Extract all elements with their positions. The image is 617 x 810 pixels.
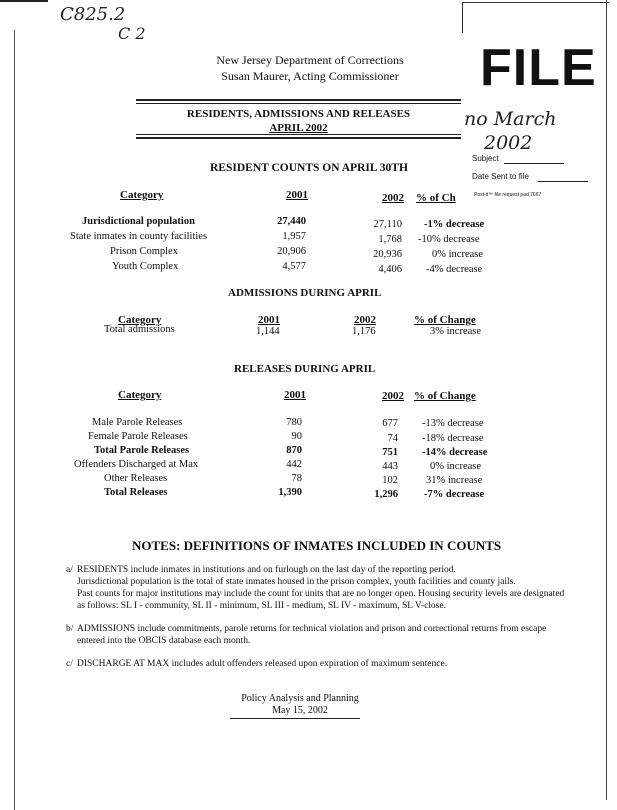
releases-row-total-parole-change: -14% decrease <box>422 447 488 458</box>
title-rule-bottom <box>136 134 461 135</box>
footer-office: Policy Analysis and Planning <box>241 693 359 704</box>
releases-row-female-parole-change: -18% decrease <box>422 433 484 444</box>
releases-row-female-parole-category: Female Parole Releases <box>88 431 188 442</box>
resident-header-2002: 2002 <box>382 192 404 204</box>
resident-header-2001: 2001 <box>286 189 308 201</box>
releases-row-other-2002: 102 <box>382 475 398 486</box>
note-a-line-4: as follows: SL I - community, SL II - minimum, SL III - medium, SL IV - maximum, SL V-close. <box>77 601 446 611</box>
admissions-row-total-2002: 1,176 <box>352 326 376 337</box>
resident-row-county-category: State inmates in county facilities <box>70 231 208 242</box>
releases-row-discharged-max-2002: 443 <box>382 461 398 472</box>
releases-row-female-parole-2001: 90 <box>291 431 302 442</box>
releases-row-other-2001: 78 <box>291 473 302 484</box>
resident-row-county-change: -10% decrease <box>418 234 480 245</box>
handwritten-file-note-2: 2002 <box>484 132 533 154</box>
file-word: FILE <box>480 39 597 97</box>
resident-row-prison-change: 0% increase <box>432 249 484 260</box>
releases-row-other-category: Other Releases <box>104 473 168 484</box>
title-rule-bottom-thick <box>136 137 461 139</box>
report-date: APRIL 2002 <box>269 122 328 134</box>
releases-row-total-2001: 1,390 <box>278 487 302 498</box>
releases-title: RELEASES DURING APRIL <box>234 363 376 375</box>
releases-row-discharged-max-change: 0% increase <box>430 461 482 472</box>
notes-title: NOTES: DEFINITIONS OF INMATES INCLUDED IN COUNTS <box>132 538 502 553</box>
note-a-marker: a/ <box>66 565 73 575</box>
left-edge-mark <box>0 0 48 2</box>
handwritten-c2: C 2 <box>118 24 146 43</box>
releases-row-male-parole-change: -13% decrease <box>422 418 484 429</box>
releases-row-female-parole-2002: 74 <box>387 433 398 444</box>
date-sent-label: Date Sent to file <box>472 172 529 181</box>
admissions-header-change: % of Change <box>414 314 476 326</box>
postit-note: Post-it™ file request pad 7667 <box>474 192 542 198</box>
releases-row-discharged-max-2001: 442 <box>286 459 302 470</box>
handwritten-file-note-1: no March <box>464 108 557 130</box>
releases-row-other-change: 31% increase <box>426 475 483 486</box>
releases-row-total-change: -7% decrease <box>424 489 485 500</box>
note-a-line-1: RESIDENTS include inmates in institutions and on furlough on the last day of the reporting period. <box>77 565 456 575</box>
admissions-row-total-change: 3% increase <box>430 326 482 337</box>
file-folder-tab <box>462 2 609 33</box>
releases-header-2002: 2002 <box>382 390 404 402</box>
resident-header-category: Category <box>120 189 164 201</box>
resident-row-jurisdictional-change: -1% decrease <box>424 219 485 230</box>
admissions-row-total-2001: 1,144 <box>256 326 280 337</box>
note-b-line-2: entered into the OBCIS database each month. <box>77 636 251 646</box>
note-c-line-1: DISCHARGE AT MAX includes adult offenders released upon expiration of maximum sentence. <box>77 659 448 669</box>
report-title: RESIDENTS, ADMISSIONS AND RELEASES <box>186 108 411 120</box>
department-name: New Jersey Department of Corrections <box>216 53 404 67</box>
note-a-line-3: Past counts for major institutions may include the count for units that are no longer open. Housing security levels are designated <box>77 589 565 599</box>
resident-header-change: % of Ch <box>416 192 456 204</box>
admissions-header-2002: 2002 <box>354 314 376 326</box>
title-rule-top-thin <box>136 103 461 104</box>
resident-row-youth-2001: 4,577 <box>282 261 306 272</box>
releases-header-2001: 2001 <box>284 389 306 401</box>
releases-row-total-parole-2002: 751 <box>382 447 398 458</box>
note-c-marker: c/ <box>66 659 73 669</box>
releases-header-change: % of Change <box>414 390 476 402</box>
resident-row-youth-category: Youth Complex <box>112 261 179 272</box>
releases-row-total-parole-2001: 870 <box>286 445 302 456</box>
resident-row-prison-category: Prison Complex <box>110 246 178 257</box>
resident-row-prison-2002: 20,936 <box>373 249 402 260</box>
releases-header-category: Category <box>118 389 162 401</box>
admissions-header-category: Category <box>118 314 162 326</box>
note-b-marker: b/ <box>66 624 74 634</box>
date-sent-line <box>538 181 588 182</box>
resident-row-youth-2002: 4,406 <box>378 264 402 275</box>
resident-row-jurisdictional-2002: 27,110 <box>373 219 402 230</box>
resident-row-county-2002: 1,768 <box>378 234 402 245</box>
note-b-line-1: ADMISSIONS include commitments, parole returns for technical violation and prison and correctional returns from escape <box>77 624 547 634</box>
commissioner-name: Susan Maurer, Acting Commissioner <box>221 69 399 83</box>
resident-row-youth-change: -4% decrease <box>426 264 483 275</box>
releases-row-male-parole-2001: 780 <box>286 417 302 428</box>
resident-row-jurisdictional-2001: 27,440 <box>277 216 306 227</box>
releases-row-male-parole-category: Male Parole Releases <box>92 417 183 428</box>
releases-row-discharged-max-category: Offenders Discharged at Max <box>74 459 199 470</box>
resident-row-prison-2001: 20,906 <box>277 246 306 257</box>
title-rule-top <box>136 99 461 101</box>
admissions-header-2001: 2001 <box>258 314 280 326</box>
handwritten-code: C825.2 <box>60 4 126 25</box>
note-a-line-2: Jurisdictional population is the total of state inmates housed in the prison complex, youth facilities and county jails. <box>77 577 516 587</box>
resident-counts-title: RESIDENT COUNTS ON APRIL 30TH <box>210 162 408 174</box>
resident-row-county-2001: 1,957 <box>282 231 306 242</box>
admissions-title: ADMISSIONS DURING APRIL <box>228 287 382 299</box>
footer-rule <box>230 718 360 719</box>
releases-row-total-category: Total Releases <box>104 487 168 498</box>
subject-line <box>504 163 564 164</box>
releases-row-total-parole-category: Total Parole Releases <box>94 445 190 456</box>
admissions-row-total-category: Total admissions <box>104 324 175 335</box>
footer-date: May 15, 2002 <box>272 705 328 716</box>
file-stamp <box>462 2 608 200</box>
subject-label: Subject <box>472 154 499 163</box>
releases-row-male-parole-2002: 677 <box>382 418 398 429</box>
releases-row-total-2002: 1,296 <box>374 489 398 500</box>
resident-row-jurisdictional-category: Jurisdictional population <box>82 216 195 227</box>
left-border-line <box>14 30 15 810</box>
